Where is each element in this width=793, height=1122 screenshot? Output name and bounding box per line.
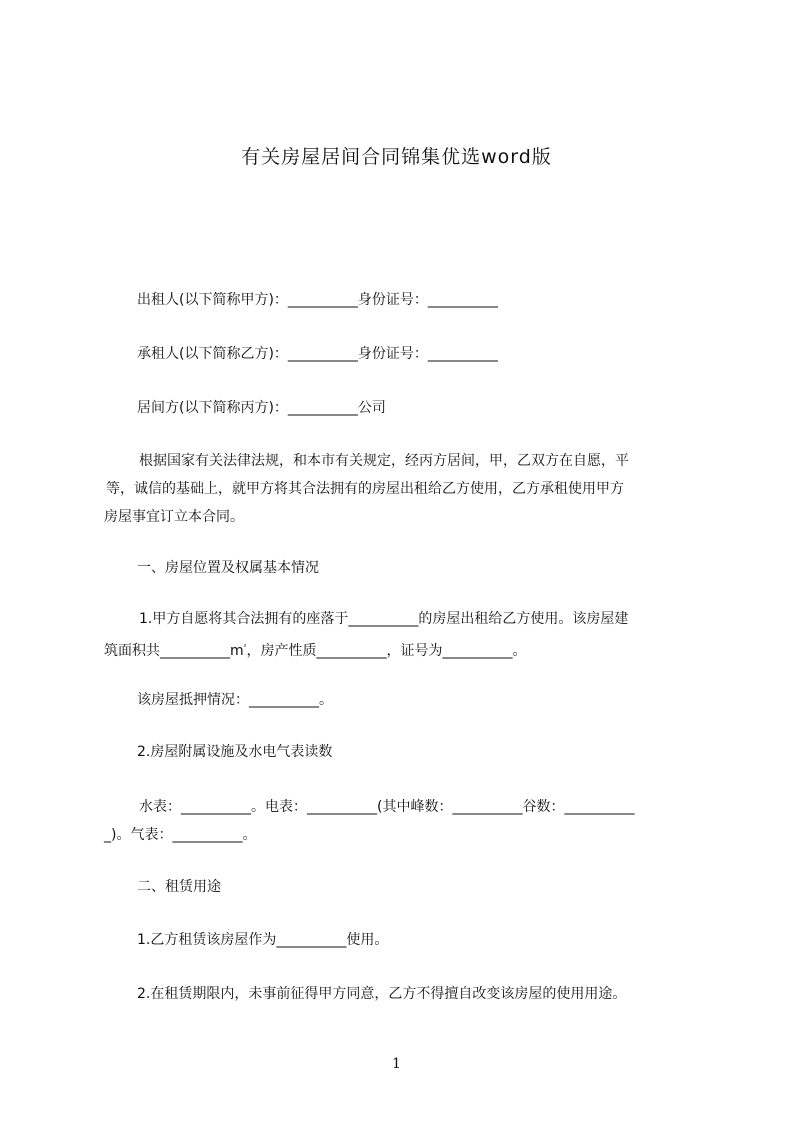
- lessee-line: 承租人(以下简称乙方)：__________身份证号：__________: [137, 346, 498, 362]
- preamble-line-2: 等，诚信的基础上，就甲方将其合法拥有的房屋出租给乙方使用，乙方承租使用甲方: [106, 481, 624, 497]
- document-title: 有关房屋居间合同锦集优选word版: [241, 146, 552, 168]
- item-1-2-heading: 2.房屋附属设施及水电气表读数: [137, 744, 333, 760]
- item-1-1-line-2: [104, 637, 526, 661]
- preamble-line-3: 房屋事宜订立本合同。: [104, 509, 244, 525]
- section-1-heading: 一、房屋位置及权属基本情况: [137, 560, 319, 576]
- mortgage-line: 该房屋抵押情况：__________。: [137, 692, 333, 708]
- preamble-line-1: 根据国家有关法律法规，和本市有关规定，经丙方居间，甲，乙双方在自愿，平: [139, 453, 629, 469]
- meters-line-1: 水表：__________。电表：__________(其中峰数：__________谷数：__________: [139, 799, 635, 815]
- property-text: ，房产性质__________，证号为__________。: [246, 643, 527, 659]
- item-2-2-line: 2.在租赁期限内，未事前征得甲方同意，乙方不得擅自改变该房屋的使用用途。: [137, 986, 627, 1002]
- lessor-line: 出租人(以下简称甲方)：__________身份证号：__________: [137, 292, 498, 308]
- section-2-heading: 二、租赁用途: [137, 879, 221, 895]
- area-text: 筑面积共__________m: [104, 643, 244, 659]
- meters-line-2: _)。气表：__________。: [104, 827, 257, 843]
- square-meter-superscript: ²: [243, 643, 247, 651]
- page-number: 1: [392, 1056, 401, 1072]
- item-1-1-line-1: 1.甲方自愿将其合法拥有的座落于__________的房屋出租给乙方使用。该房屋建: [139, 611, 629, 627]
- item-2-1-line: 1.乙方租赁该房屋作为__________使用。: [137, 932, 389, 948]
- broker-line: 居间方(以下简称丙方)：__________公司: [137, 400, 386, 416]
